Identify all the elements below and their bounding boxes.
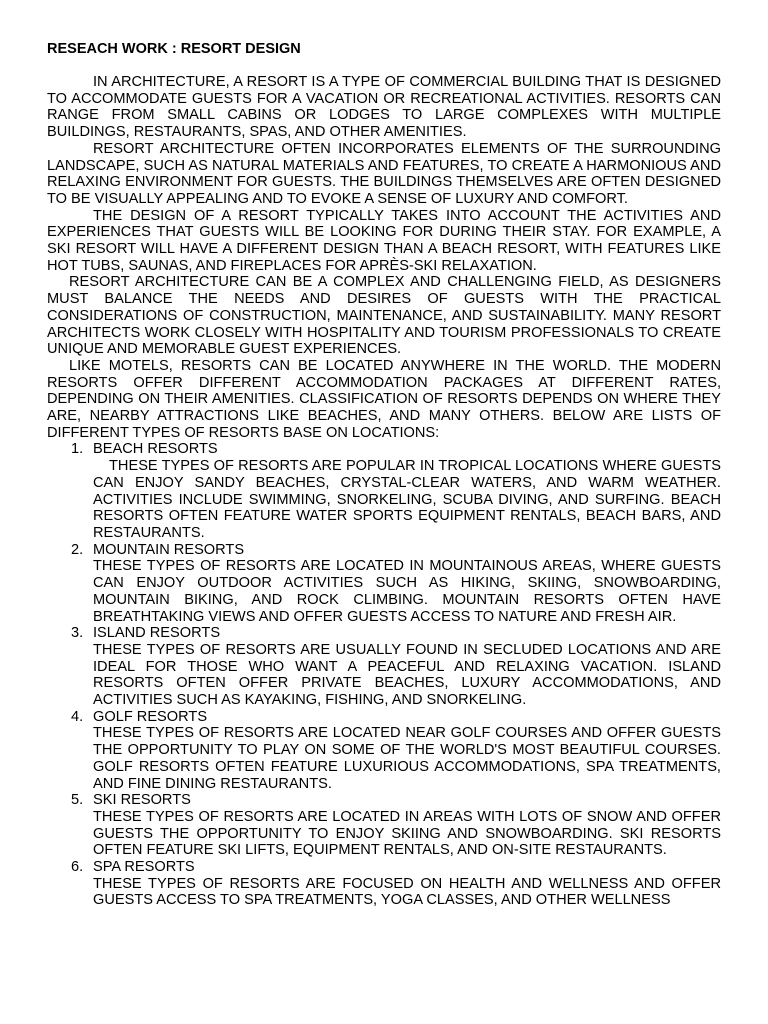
list-item (47, 441, 721, 541)
paragraph-landscape: RESORT ARCHITECTURE OFTEN INCORPORATES ELEMENTS OF THE SURROUNDING LANDSCAPE, SUCH AS NATURAL MATERIALS AND FEATURES, TO CREATE A HARMONIOUS AND RELAXING ENVIRONMENT FOR GUESTS. THE BUILDINGS THEMSELVES ARE OFTEN DESIGNED TO BE VISUALLY APPEALING AND TO EVOKE A SENSE OF LUXURY AND COMFORT. (47, 140, 721, 207)
list-number: 1. (71, 441, 84, 458)
list-item-title: BEACH RESORTS (93, 441, 218, 458)
list-item-body: THESE TYPES OF RESORTS ARE FOCUSED ON HEALTH AND WELLNESS AND OFFER GUESTS ACCESS TO SPA TREATMENTS, YOGA CLASSES, AND OTHER WELLNESS (93, 875, 721, 909)
paragraph-design: THE DESIGN OF A RESORT TYPICALLY TAKES INTO ACCOUNT THE ACTIVITIES AND EXPERIENCES THAT GUESTS WILL BE LOOKING FOR DURING THEIR STAY. FOR EXAMPLE, A SKI RESORT WILL HAVE A DIFFERENT DESIGN THAN A BEACH RESORT, WITH FEATURES LIKE HOT TUBS, SAUNAS, AND FIREPLACES FOR APRÈS-SKI RELAXATION. (47, 207, 721, 274)
list-number: 6. (71, 859, 84, 876)
resort-types-list (47, 441, 721, 909)
list-item (47, 709, 721, 793)
list-number: 5. (71, 792, 84, 809)
list-item-body: THESE TYPES OF RESORTS ARE POPULAR IN TROPICAL LOCATIONS WHERE GUESTS CAN ENJOY SANDY BEACHES, CRYSTAL-CLEAR WATERS, AND WARM WEATHER. ACTIVITIES INCLUDE SWIMMING, SNORKELING, SCUBA DIVING, AND SURFING. BEACH RESORTS OFTEN FEATURE WATER SPORTS EQUIPMENT RENTALS, BEACH BARS, AND RESTAURANTS. (93, 458, 721, 541)
list-item (47, 542, 721, 626)
paragraph-classification: LIKE MOTELS, RESORTS CAN BE LOCATED ANYWHERE IN THE WORLD. THE MODERN RESORTS OFFER DIFFERENT ACCOMMODATION PACKAGES AT DIFFERENT RATES, DEPENDING ON THEIR AMENITIES. CLASSIFICATION OF RESORTS DEPENDS ON WHERE THEY ARE, NEARBY ATTRACTIONS LIKE BEACHES, AND MANY OTHERS. BELOW ARE LISTS OF DIFFERENT TYPES OF RESORTS BASE ON LOCATIONS: (47, 357, 721, 441)
list-item (47, 859, 721, 909)
list-item-title: SKI RESORTS (93, 792, 191, 809)
list-item (47, 792, 721, 859)
list-item-title: ISLAND RESORTS (93, 625, 221, 642)
list-item-body: THESE TYPES OF RESORTS ARE LOCATED IN AREAS WITH LOTS OF SNOW AND OFFER GUESTS THE OPPORTUNITY TO ENJOY SKIING AND SNOWBOARDING. SKI RESORTS OFTEN FEATURE SKI LIFTS, EQUIPMENT RENTALS, AND ON-SITE RESTAURANTS. (93, 808, 721, 859)
list-item-body: THESE TYPES OF RESORTS ARE LOCATED NEAR GOLF COURSES AND OFFER GUESTS THE OPPORTUNITY TO PLAY ON SOME OF THE WORLD'S MOST BEAUTIFUL COURSES. GOLF RESORTS OFTEN FEATURE LUXURIOUS ACCOMMODATIONS, SPA TREATMENTS, AND FINE DINING RESTAURANTS. (93, 725, 721, 792)
list-number: 3. (71, 625, 84, 642)
list-item-title: MOUNTAIN RESORTS (93, 541, 245, 558)
list-item-body: THESE TYPES OF RESORTS ARE LOCATED IN MOUNTAINOUS AREAS, WHERE GUESTS CAN ENJOY OUTDOOR ACTIVITIES SUCH AS HIKING, SKIING, SNOWBOARDING, MOUNTAIN BIKING, AND ROCK CLIMBING. MOUNTAIN RESORTS OFTEN HAVE BREATHTAKING VIEWS AND OFFER GUESTS ACCESS TO NATURE AND FRESH AIR. (93, 558, 721, 625)
list-item (47, 625, 721, 709)
list-number: 4. (71, 708, 84, 725)
list-item-title: GOLF RESORTS (93, 708, 208, 725)
list-item-body: THESE TYPES OF RESORTS ARE USUALLY FOUND IN SECLUDED LOCATIONS AND ARE IDEAL FOR THOSE WHO WANT A PEACEFUL AND RELAXING VACATION. ISLAND RESORTS OFTEN OFFER PRIVATE BEACHES, LUXURY ACCOMMODATIONS, AND ACTIVITIES SUCH AS KAYAKING, FISHING, AND SNORKELING. (93, 641, 721, 709)
paragraph-intro: IN ARCHITECTURE, A RESORT IS A TYPE OF COMMERCIAL BUILDING THAT IS DESIGNED TO ACCOMMODATE GUESTS FOR A VACATION OR RECREATIONAL ACTIVITIES. RESORTS CAN RANGE FROM SMALL CABINS OR LODGES TO LARGE COMPLEXES WITH MULTIPLE BUILDINGS, RESTAURANTS, SPAS, AND OTHER AMENITIES. (47, 74, 721, 141)
document-title: RESEACH WORK : RESORT DESIGN (47, 41, 301, 57)
paragraph-complexity: RESORT ARCHITECTURE CAN BE A COMPLEX AND CHALLENGING FIELD, AS DESIGNERS MUST BALANCE THE NEEDS AND DESIRES OF GUESTS WITH THE PRACTICAL CONSIDERATIONS OF CONSTRUCTION, MAINTENANCE, AND SUSTAINABILITY. MANY RESORT ARCHITECTS WORK CLOSELY WITH HOSPITALITY AND TOURISM PROFESSIONALS TO CREATE UNIQUE AND MEMORABLE GUEST EXPERIENCES. (47, 274, 721, 358)
list-item-title: SPA RESORTS (93, 859, 195, 876)
list-number: 2. (71, 541, 84, 558)
